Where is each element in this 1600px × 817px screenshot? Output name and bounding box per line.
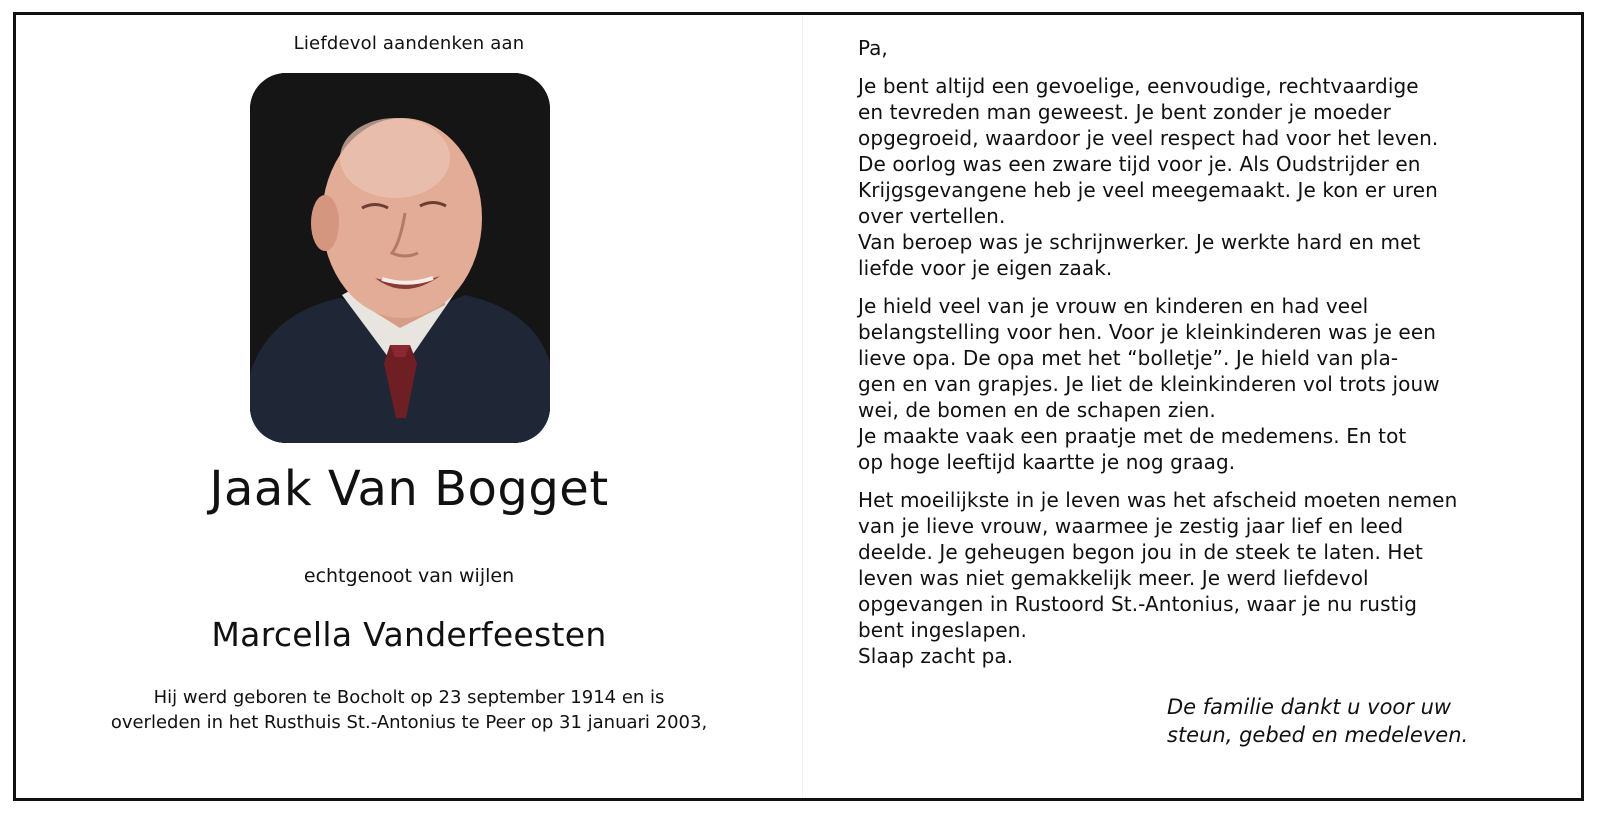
text-line: bent ingeslapen.: [858, 618, 1027, 642]
family-thanks: [1167, 693, 1468, 749]
portrait-photo: [250, 73, 550, 443]
left-panel: [16, 15, 802, 798]
text-line: Je bent altijd een gevoelige, eenvoudige, rechtvaardige: [858, 74, 1419, 98]
memorial-card: [13, 12, 1584, 801]
portrait-illustration: [250, 73, 550, 443]
text-line: wei, de bomen en de schapen zien.: [858, 398, 1216, 422]
text-line: Slaap zacht pa.: [858, 644, 1014, 668]
text-line: op hoge leeftijd kaartte je nog graag.: [858, 450, 1236, 474]
text-line: en tevreden man geweest. Je bent zonder je moeder: [858, 100, 1391, 124]
text-line: Krijgsgevangene heb je veel meegemaakt. Je kon er uren: [858, 178, 1438, 202]
spouse-label: echtgenoot van wijlen: [303, 565, 515, 587]
text-line: deelde. Je geheugen begon jou in de steek te laten. Het: [858, 540, 1423, 564]
birth-death-line-1: Hij werd geboren te Bocholt op 23 september 1914 en is: [153, 687, 665, 708]
text-line: Je hield veel van je vrouw en kinderen en had veel: [858, 294, 1369, 318]
birth-death-line-2: overleden in het Rusthuis St.-Antonius te Peer op 31 januari 2003,: [110, 712, 708, 733]
right-panel: [858, 35, 1558, 681]
text-line: Van beroep was je schrijnwerker. Je werkte hard en met: [858, 230, 1421, 254]
salutation: Pa,: [858, 36, 888, 60]
paragraph-3: [858, 487, 1558, 669]
text-line: belangstelling voor hen. Voor je kleinkinderen was je een: [858, 320, 1437, 344]
card-fold-line: [802, 15, 803, 798]
paragraph-1: [858, 73, 1558, 281]
thanks-line-1: De familie dankt u voor uw: [1167, 695, 1452, 719]
text-line: over vertellen.: [858, 204, 1006, 228]
text-line: lieve opa. De opa met het “bolletje”. Je hield van pla-: [858, 346, 1399, 370]
text-line: Het moeilijkste in je leven was het afscheid moeten nemen: [858, 488, 1458, 512]
text-line: gen en van grapjes. Je liet de kleinkinderen vol trots jouw: [858, 372, 1440, 396]
thanks-line-2: steun, gebed en medeleven.: [1167, 723, 1469, 747]
text-line: leven was niet gemakkelijk meer. Je werd liefdevol: [858, 566, 1369, 590]
text-line: van je lieve vrouw, waarmee je zestig jaar lief en leed: [858, 514, 1404, 538]
paragraph-2: [858, 293, 1558, 475]
deceased-name: Jaak Van Bogget: [209, 461, 609, 517]
text-line: liefde voor je eigen zaak.: [858, 256, 1113, 280]
text-line: opgevangen in Rustoord St.-Antonius, waar je nu rustig: [858, 592, 1417, 616]
text-line: Je maakte vaak een praatje met de medemens. En tot: [858, 424, 1407, 448]
text-line: De oorlog was een zware tijd voor je. Als Oudstrijder en: [858, 152, 1421, 176]
intro-text: Liefdevol aandenken aan: [293, 33, 525, 54]
spouse-name: Marcella Vanderfeesten: [211, 615, 607, 654]
text-line: opgegroeid, waardoor je veel respect had voor het leven.: [858, 126, 1439, 150]
